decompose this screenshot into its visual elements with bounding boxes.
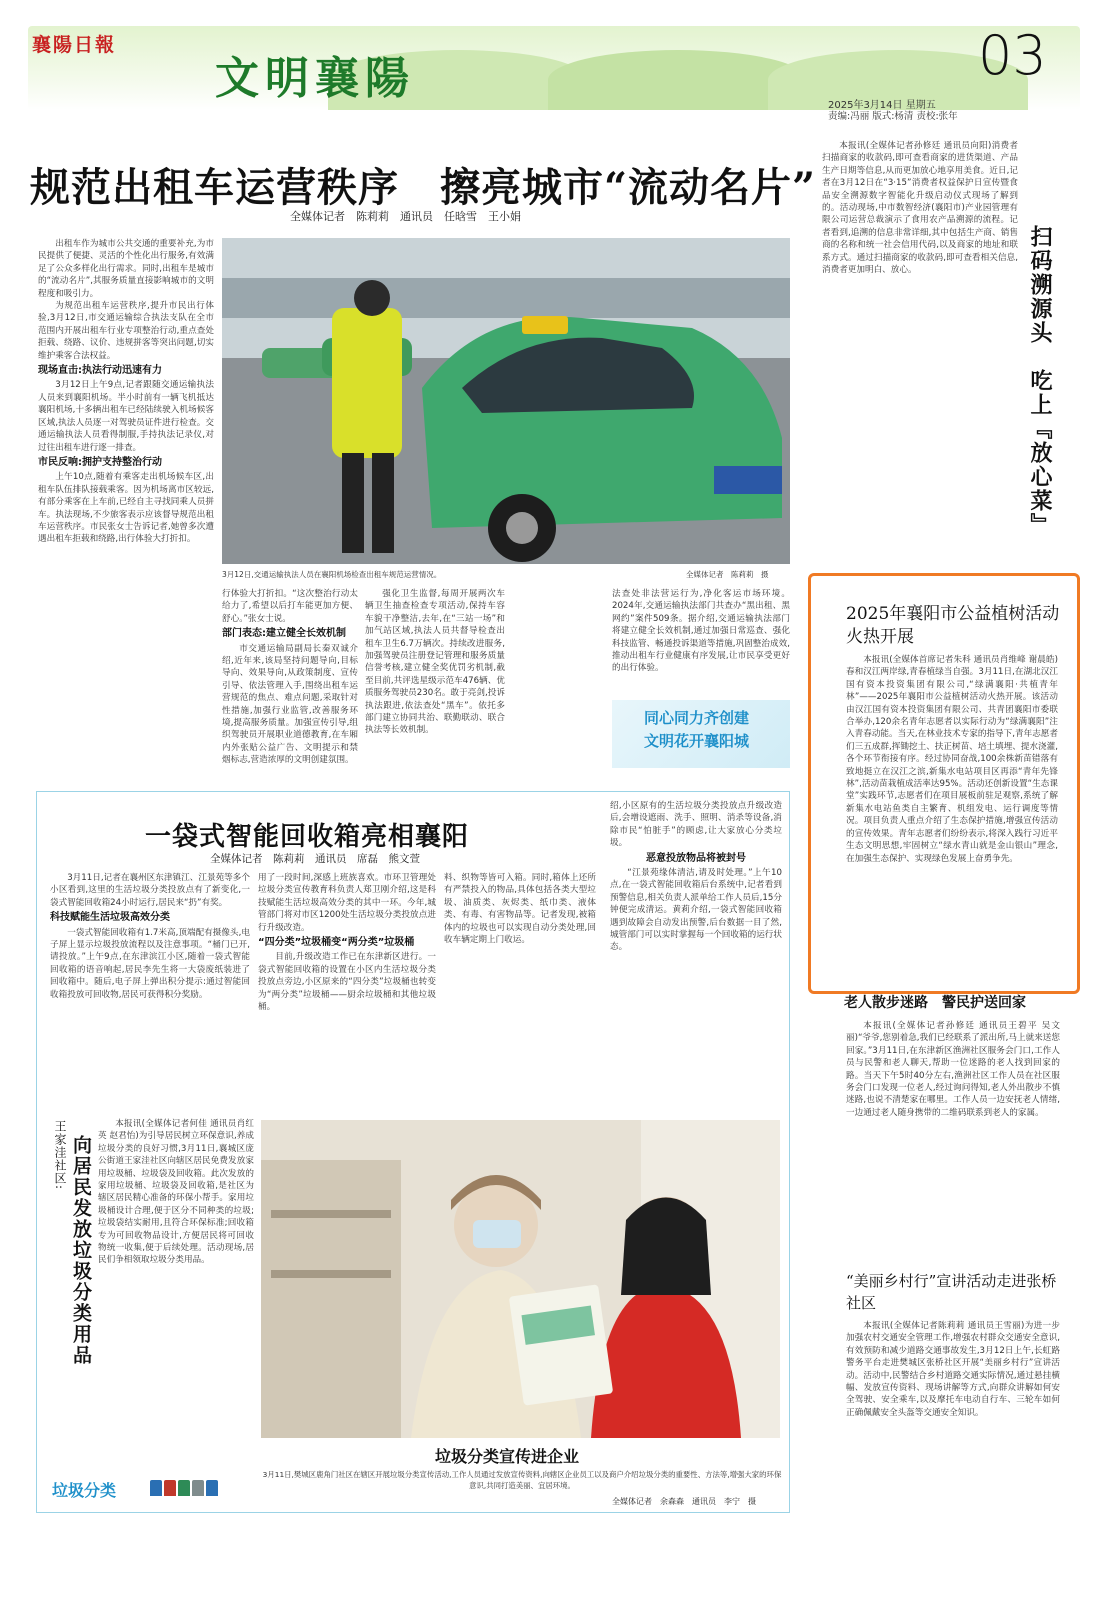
lead-column-4	[612, 588, 790, 696]
lead-subhead-1: 现场直击:执法行动迅速有力	[38, 365, 162, 377]
rural-headline: “美丽乡村行”宣讲活动走进张桥社区	[846, 1272, 1057, 1312]
garbage-bins-graphic	[150, 1480, 220, 1500]
recycle-text-2: 一袋式智能回收箱有1.7米高,顶端配有摄像头,电子屏上显示垃圾投放流程以及注意事项。“桶门已开,请投放。”上午9点,在东津滨江小区,随着一袋式智能回收箱的语音响起,居民李先生将一大袋废纸装进了回收箱中。随后,电子屏上弹出积分提示:通过智能回收箱投放可回收物,居民可获得积分奖励。	[50, 927, 250, 1000]
side-story-headline: 向居民发放垃圾分类用品	[70, 1135, 92, 1366]
recycle-text-1: 3月11日,记者在襄州区东津镇江、江景苑等多个小区看到,这里的生活垃圾分类投放点有了新变化,一袋式智能回收箱24小时运行,居民来“扔”有奖。	[50, 873, 250, 908]
garbage-campaign-photo	[261, 1120, 780, 1438]
recycle-headline: 一袋式智能回收箱亮相襄阳	[145, 822, 470, 852]
garbage-sort-label: 垃圾分类	[52, 1481, 117, 1500]
lead-headline: 规范出租车运营秩序 擦亮城市“流动名片”	[30, 164, 817, 211]
food-trace-article	[822, 140, 1018, 572]
recycle-column-1	[50, 872, 250, 1104]
elder-headline: 老人散步迷路 警民护送回家	[844, 995, 1026, 1011]
planting-text: 本报讯(全媒体首席记者朱科 通讯员肖维峰 谢晨皓)春和汉江两岸绿,青春植绿当自强。3月11日,在湖北汉江国有资本投资集团有限公司,“绿满襄阳·共植青年林”——2025年襄阳市公益植树活动火热开展。该活动由汉江国有资本投资集团有限公司、共青团襄阳市委联合举办,120余名青年志愿者以实际行动为“绿满襄阳”注入青春动能。当天,在林业技术专家的指导下,青年志愿者们三五成群,挥锄挖土、扶正树苗、培土填埋、提水浇灌,各个环节衔接有序。经过协同奋战,100余株新苗错落有致地挺立在汉江之滨,新集水电站项目区再添“青年先锋林”,活动苗栽植成活率达95%。活动还创新设置“生态课堂”实践环节,志愿者们在项目展板前驻足观察,系统了解新集水电站鱼类自主繁育、机组发电、运行调度等情况。项目负责人重点介绍了生态保护措施,增强宣传活动的宣传效果。青年志愿者们纷纷表示,将深入践行习近平生态文明思想,牢固树立“绿水青山就是金山银山”理念,在加强生态保护、实现绿色发展上奋勇争先。	[846, 655, 1058, 864]
recycle-subhead-3: 恶意投放物品将被封号	[646, 852, 746, 864]
lead-subhead-2: 市民反响:拥护支持整治行动	[38, 456, 162, 468]
recycle-text-5: 料、织物等皆可入箱。同时,箱体上还所有严禁投入的物品,具体包括各类大型垃圾、油质类、灰烬类、纸巾类、液体类、有毒、有害物品等。记者发现,被箱体内的垃圾也可以实现自动分类处理,回收车辆定期上门收运。	[444, 873, 596, 946]
recycle-subhead-2: “四分类”垃圾桶变“两分类”垃圾桶	[258, 937, 415, 949]
campaign-photo-illustration	[261, 1120, 780, 1438]
lead-column-3	[365, 588, 505, 768]
food-trace-headline: 扫码溯源头 吃上『放心菜』	[1027, 225, 1053, 537]
lead-byline: 全媒体记者 陈莉莉 通讯员 任晗雪 王小娟	[290, 210, 521, 223]
issue-date: 2025年3月14日 星期五	[828, 100, 936, 111]
rural-story-text: 本报讯(全媒体记者陈莉莉 通讯员王雪丽)为进一步加强农村交通安全管理工作,增强农村群众交通安全意识,有效预防和减少道路交通事故发生,3月12日上午,长虹路警务平台走进樊城区张桥社区开展“美丽乡村行”宣讲活动。活动中,民警结合乡村道路交通实际情况,通过悬挂横幅、发放宣传资料、现场讲解等方式,向群众讲解如何安全驾驶、安全乘车,以及摩托车电动自行车、三轮车如何正确佩戴安全头盔等交通安全知识。	[846, 1321, 1060, 1418]
lead-sub3-text: 市交通运输局副局长秦双诚介绍,近年来,该局坚持问题导向,目标导向、效果导向,从政策制度、宣传引导、依法管理入手,围绕出租车运营规范的焦点、难点问题,采取针对性措施,加强行业监管,改善服务环境,提高服务质量。加强宣传引导,组织驾驶员开展职业道德教育,在车厢内外张贴公益广告、文明提示和禁烟标志,营造浓厚的文明创建氛围。	[222, 643, 358, 766]
page-number: 03	[978, 24, 1047, 87]
lead-column-2	[222, 588, 358, 768]
campaign-photo-caption: 3月11日,樊城区鹿角门社区在辖区开展垃圾分类宣传活动,工作人员通过发放宣传资料,向辖区企业员工以及商户介绍垃圾分类的重要性、方法等,增强大家的环保意识,共同打造美丽、宜居环境。	[262, 1470, 782, 1490]
taxi-photo-illustration	[222, 238, 790, 564]
lead-intro: 出租车作为城市公共交通的重要补充,为市民提供了便捷、灵活的个性化出行服务,有效满足了公众多样化出行需求。同时,出租车是城市的“流动名片”,其服务质量直接影响城市的文明程度和吸引力。	[38, 239, 214, 299]
lead-col4-text: 强化卫生监督,每周开展两次车辆卫生抽查检查专项活动,保持车容车貌干净整洁,去年,在“三站一场”和加气站区域,执法人员共督导检查出租车卫生6.7万辆次。持续改进服务,加强驾驶员注册登记管理和服务质量信誉考核,建立健全奖优罚劣机制,截至目前,共评选星级示范车476辆、优质服务驾驶员230名。敢于亮剑,投诉执法跟进,依法查处“黑车”。依托多部门建立协同共治、联勤联动、联合执法等长效机制。	[365, 589, 505, 736]
side-story-body	[98, 1118, 254, 1470]
recycle-text-6: “江景苑缘体清洁,请及时处理。”上午10点,在一袋式智能回收箱后台系统中,记者看到预警信息,相关负责人派单给工作人员后,15分钟便完成清运。黄莉介绍,一袋式智能回收箱遇到故障会自动发出预警,后台数据一目了然,城管部门可以实时掌握每一个回收箱的运行状态。	[610, 868, 782, 953]
planting-headline: 2025年襄阳市公益植树活动火热开展	[846, 604, 1060, 647]
campaign-photo-title: 垃圾分类宣传进企业	[435, 1447, 580, 1466]
side-story-text: 本报讯(全媒体记者何佳 通讯员肖红英 赵君怡)为引导居民树立环保意识,养成垃圾分类的良好习惯,3月11日,襄城区庞公街道王家洼社区向辖区居民免费发放家用垃圾桶、垃圾袋及回收箱。此次发放的家用垃圾桶、垃圾袋及回收箱,是社区为辖区居民精心准备的环保小帮手。家用垃圾桶设计合理,便于区分不同种类的垃圾;垃圾袋结实耐用,且符合环保标准;回收箱专为可回收物品设计,方便居民将可回收物统一收集,便于后续处理。活动现场,居民们争相领取垃圾分类用品。	[98, 1119, 254, 1266]
taxi-inspection-photo	[222, 238, 790, 564]
recycle-text-3: 用了一段时间,深感上班族喜欢。市环卫管理处垃圾分类宣传教育科负责人郑卫刚介绍,这是科技赋能生活垃圾高效分类的其中一环。今年,城管部门将对市区1200处生活垃圾分类投放点进行升级改造。	[258, 873, 436, 933]
lead-sub1-text: 3月12日上午9点,记者跟随交通运输执法人员来到襄阳机场。半小时前有一辆飞机抵达襄阳机场,十多辆出租车已经陆续驶入机场候客区域,执法人员逐一对驾驶员证件进行检查。交通运输执法人员看得制服,手持执法记录仪,对过往出租车进行逐一排查。	[38, 380, 214, 453]
side-story-kicker: 王家洼社区:	[53, 1120, 67, 1191]
elder-story-body	[846, 1020, 1060, 1260]
lead-col5-text: 法查处非法营运行为,净化客运市场环境。2024年,交通运输执法部门共查办“黑出租、黑网约”案件509条。据介绍,交通运输执法部门将建立健全长效机制,通过加强日常巡查、强化科技监管、畅通投诉渠道等措施,巩固整治成效,推动出租车行业健康有序发展,让市民享受更好的出行体验。	[612, 589, 790, 674]
lead-mid-text: 行体验大打折扣。“这次整治行动太给力了,希望以后打车能更加方便、舒心。”张女士说。	[222, 589, 358, 624]
lead-column-1	[38, 238, 214, 768]
taxi-photo-caption: 3月12日,交通运输执法人员在襄阳机场检查出租车规范运营情况。	[222, 570, 442, 579]
recycle-column-3	[444, 872, 596, 1104]
banner-line-2: 文明花开襄阳城	[644, 732, 750, 750]
banner-line-1: 同心同力齐创建	[644, 709, 750, 727]
campaign-photo-credit: 全媒体记者 余森森 通讯员 李宁 摄	[612, 1497, 756, 1506]
paper-name: 襄陽日報	[32, 34, 117, 56]
section-title: 文明襄陽	[215, 53, 415, 104]
food-trace-text: 本报讯(全媒体记者孙修廷 通讯员向阳)消费者扫描商家的收款码,即可查看商家的进货渠道、产品生产日期等信息,从而更加放心地享用美食。近日,记者在3月12日在“3·15”消费者权益保护日宣传暨食品安全溯源数字智能化升级启动仪式现场了解到的。活动现场,中市数智经济(襄阳市)产业园管理有限公司运营总裁演示了食用农产品溯源的流程。记者看到,追溯的信息非常详细,其中包括生产商、销售商的名称和统一社会信用代码,以及商家的地址和联系方式。通过扫描商家的收款码,即可查看相关信息,消费者更加明白、放心。	[822, 141, 1018, 276]
lead-intro-2: 为规范出租车运营秩序,提升市民出行体验,3月12日,市交通运输综合执法支队在全市范围内开展出租车行业专项整治行动,重点查处拒载、绕路、议价、违规拼客等突出问题,切实维护乘客合法权益。	[38, 301, 214, 361]
recycle-column-2	[258, 872, 436, 1104]
rural-story-body	[846, 1320, 1060, 1520]
lead-subhead-3: 部门表态:建立健全长效机制	[222, 628, 346, 640]
planting-body	[846, 654, 1058, 976]
elder-story-text: 本报讯(全媒体记者孙修廷 通讯员王碧平 吴文丽)“爷爷,您别着急,我们已经联系了派出所,马上就来送您回家。”3月11日,在东津新区渔洲社区服务会门口,工作人员与民警和老人聊天,帮助一位迷路的老人找到回家的路。当天下午5时40分左右,渔洲社区工作人员在社区服务会门口发现一位老人,经过询问得知,老人外出散步不慎迷路,也说不清楚家在哪里。工作人员一边安抚老人情绪,一边通过老人随身携带的二维码联系到老人的家属。	[846, 1021, 1060, 1118]
recycle-subhead-1: 科技赋能生活垃圾高效分类	[50, 912, 170, 924]
lead-sub2-text: 上午10点,随着有乘客走出机场候车区,出租车队伍排队接载乘客。因为机场离市区较远,有部分乘客在上车前,已经自主寻找同乘人员拼车。执法现场,不少旅客表示应该督导规范出租车运营秩序。市民张女士告诉记者,她曾多次遭遇出租车拒载和绕路,出行体验大打折扣。	[38, 472, 214, 545]
recycle-column-4	[610, 800, 782, 1104]
recycle-text-7: 绍,小区原有的生活垃圾分类投放点升级改造后,会增设遮雨、洗手、照明、消杀等设备,消除市民“怕脏手”的顾虑,让大家放心分类垃圾。	[610, 801, 782, 849]
taxi-photo-credit: 全媒体记者 陈莉莉 摄	[686, 570, 769, 579]
editor-credits: 责编:冯丽 版式:杨清 责校:张年	[828, 111, 958, 122]
recycle-text-4: 目前,升级改造工作已在东津新区进行。一袋式智能回收箱的设置在小区内生活垃圾分类投放点旁边,小区原来的“四分类”垃圾桶也转变为“两分类”垃圾桶——厨余垃圾桶和其他垃圾桶。	[258, 952, 436, 1013]
recycle-byline: 全媒体记者 陈莉莉 通讯员 席磊 熊文萱	[210, 853, 420, 865]
